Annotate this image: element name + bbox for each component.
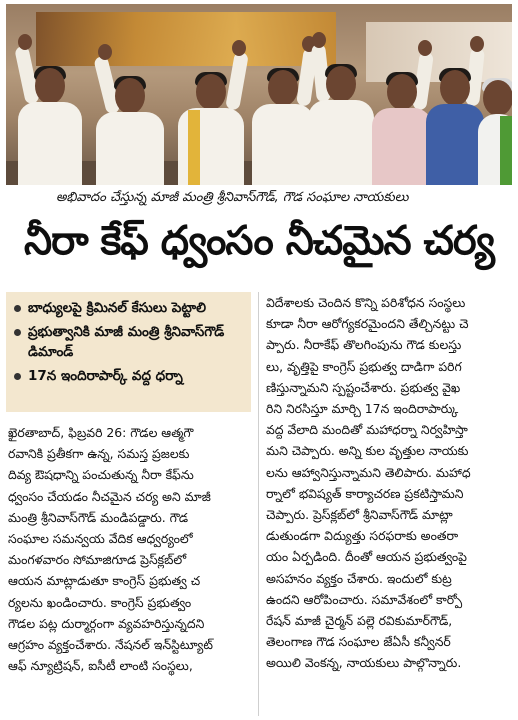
article-line: అయిలి వెంకన్న, నాయకులు పాల్గొన్నారు.: [266, 655, 462, 671]
article-column-right: [266, 292, 512, 674]
person-figure: [426, 70, 484, 185]
person-figure: [96, 78, 164, 185]
article-line: మంత్రి శ్రీనివాస్‌గౌడ్ మండిపడ్డారు. గౌడ: [8, 509, 188, 525]
article-line: లను ఆహ్వానిస్తున్నామని తెలిపారు. మహాధ: [266, 464, 471, 480]
article-line: ణిస్తున్నామని స్పష్టంచేశారు. ప్రభుత్వ వైఖ: [266, 379, 461, 395]
article-line: ఆయన మాట్లాడుతూ కాంగ్రెస్ ప్రభుత్వ చ: [8, 573, 201, 589]
article-line: దివ్య ఔషధాన్ని పంచుతున్న నీరా కేఫ్‌ను: [8, 467, 194, 483]
article-line: రేషన్ మాజీ చైర్మన్ పల్లె రవికుమార్‌గౌడ్,: [266, 613, 453, 629]
highlight-item: ప్రభుత్వానికి మాజీ మంత్రి శ్రీనివాస్‌గౌడ్ డిమాండ్: [14, 322, 243, 362]
article-line: వద్ద వేలాది మందితో మహాధర్నా నిర్వహిస్తా: [266, 422, 468, 438]
article-line: ర్నాలో భవిష్యత్ కార్యాచరణ ప్రకటిస్తామని: [266, 485, 464, 501]
article-line: లు, వృత్తిపై కాంగ్రెస్ ప్రభుత్వ దాడిగా పరిగ: [266, 358, 462, 374]
article-line: డుతుండగా విద్యుత్తు సరఫరాకు అంతరా: [266, 528, 459, 544]
highlight-box: [6, 292, 251, 412]
article-line: రవానికి ప్రతీకగా ఉన్న, సమస్త ప్రజలకు: [8, 446, 190, 462]
article-line: ఆఫ్ న్యూట్రిషన్, ఐసీటీ లాంటి సంస్థలు,: [8, 658, 193, 674]
article-line: చెప్పారు. ప్రెస్‌క్లబ్‌లో శ్రీనివాస్‌గౌడ్ మాట్లా: [266, 507, 453, 523]
news-photo: [6, 4, 512, 185]
person-figure: [178, 74, 244, 185]
article-line: అసహనం వ్యక్తం చేశారు. ఇందులో కుట్ర: [266, 570, 452, 586]
article-line: ఉందని ఆరోపించారు. సమావేశంలో కార్పో: [266, 591, 463, 607]
person-figure: [18, 68, 82, 185]
article-line: గౌడల పట్ల దుర్మార్గంగా వ్యవహరిస్తున్నదని: [8, 615, 205, 631]
article-line: కూడా నీరా ఆరోగ్యకరమైందని తేల్చినట్టు చె: [266, 316, 469, 332]
column-divider: [258, 292, 259, 716]
article-line: సంఘాల సమన్వయ వేదిక ఆధ్వర్యంలో: [8, 531, 193, 547]
article-line: ప్పారు. నీరాకేఫ్ తొలగింపును గౌడ కులస్తు: [266, 337, 462, 353]
article-line: మంగళవారం సోమాజిగూడ ప్రెస్‌క్లబ్‌లో: [8, 552, 187, 568]
person-figure: [252, 70, 314, 185]
headline: నీరా కేఫ్ ధ్వంసం నీచమైన చర్య: [24, 218, 494, 264]
highlight-item: 17న ఇందిరాపార్క్ వద్ద ధర్నా: [14, 366, 243, 386]
article-line: ఖైరతాబాద్, ఫిబ్రవరి 26: గౌడల ఆత్మగౌ: [8, 425, 194, 440]
article-line: ర్యలను ఖండించారు. కాంగ్రెస్ ప్రభుత్వం: [8, 594, 192, 610]
highlight-item: బాధ్యులపై క్రిమినల్ కేసులు పెట్టాలి: [14, 298, 243, 318]
article-line: రిని నిరసిస్తూ మార్చి 17న ఇందిరాపార్కు: [266, 401, 459, 417]
person-figure: [372, 74, 432, 185]
stage-banner: [36, 12, 336, 66]
article-column-left: [8, 422, 250, 676]
article-line: విదేశాలకు చెందిన కొన్ని పరిశోధన సంస్థలు: [266, 295, 466, 310]
article-line: ధ్వంసం చేయడం నీచమైన చర్య అని మాజీ: [8, 488, 211, 504]
article-line: ఆగ్రహం వ్యక్తంచేశారు. నేషనల్ ఇన్‌స్టిట్యూట్: [8, 637, 213, 653]
article-line: తెలంగాణ గౌడ సంఘాల జేఏసీ కన్వీనర్: [266, 634, 451, 650]
person-figure: [478, 80, 512, 185]
photo-caption: అభివాదం చేస్తున్న మాజీ మంత్రి శ్రీనివాస్‌గౌడ్, గౌడ సంఘాల నాయకులు: [56, 190, 409, 205]
article-line: యం ఏర్పడింది. దీంతో ఆయన ప్రభుత్వంపై: [266, 549, 467, 565]
person-figure: [308, 66, 374, 185]
article-line: మని చెప్పారు. అన్ని కుల వృత్తుల నాయకు: [266, 443, 469, 459]
